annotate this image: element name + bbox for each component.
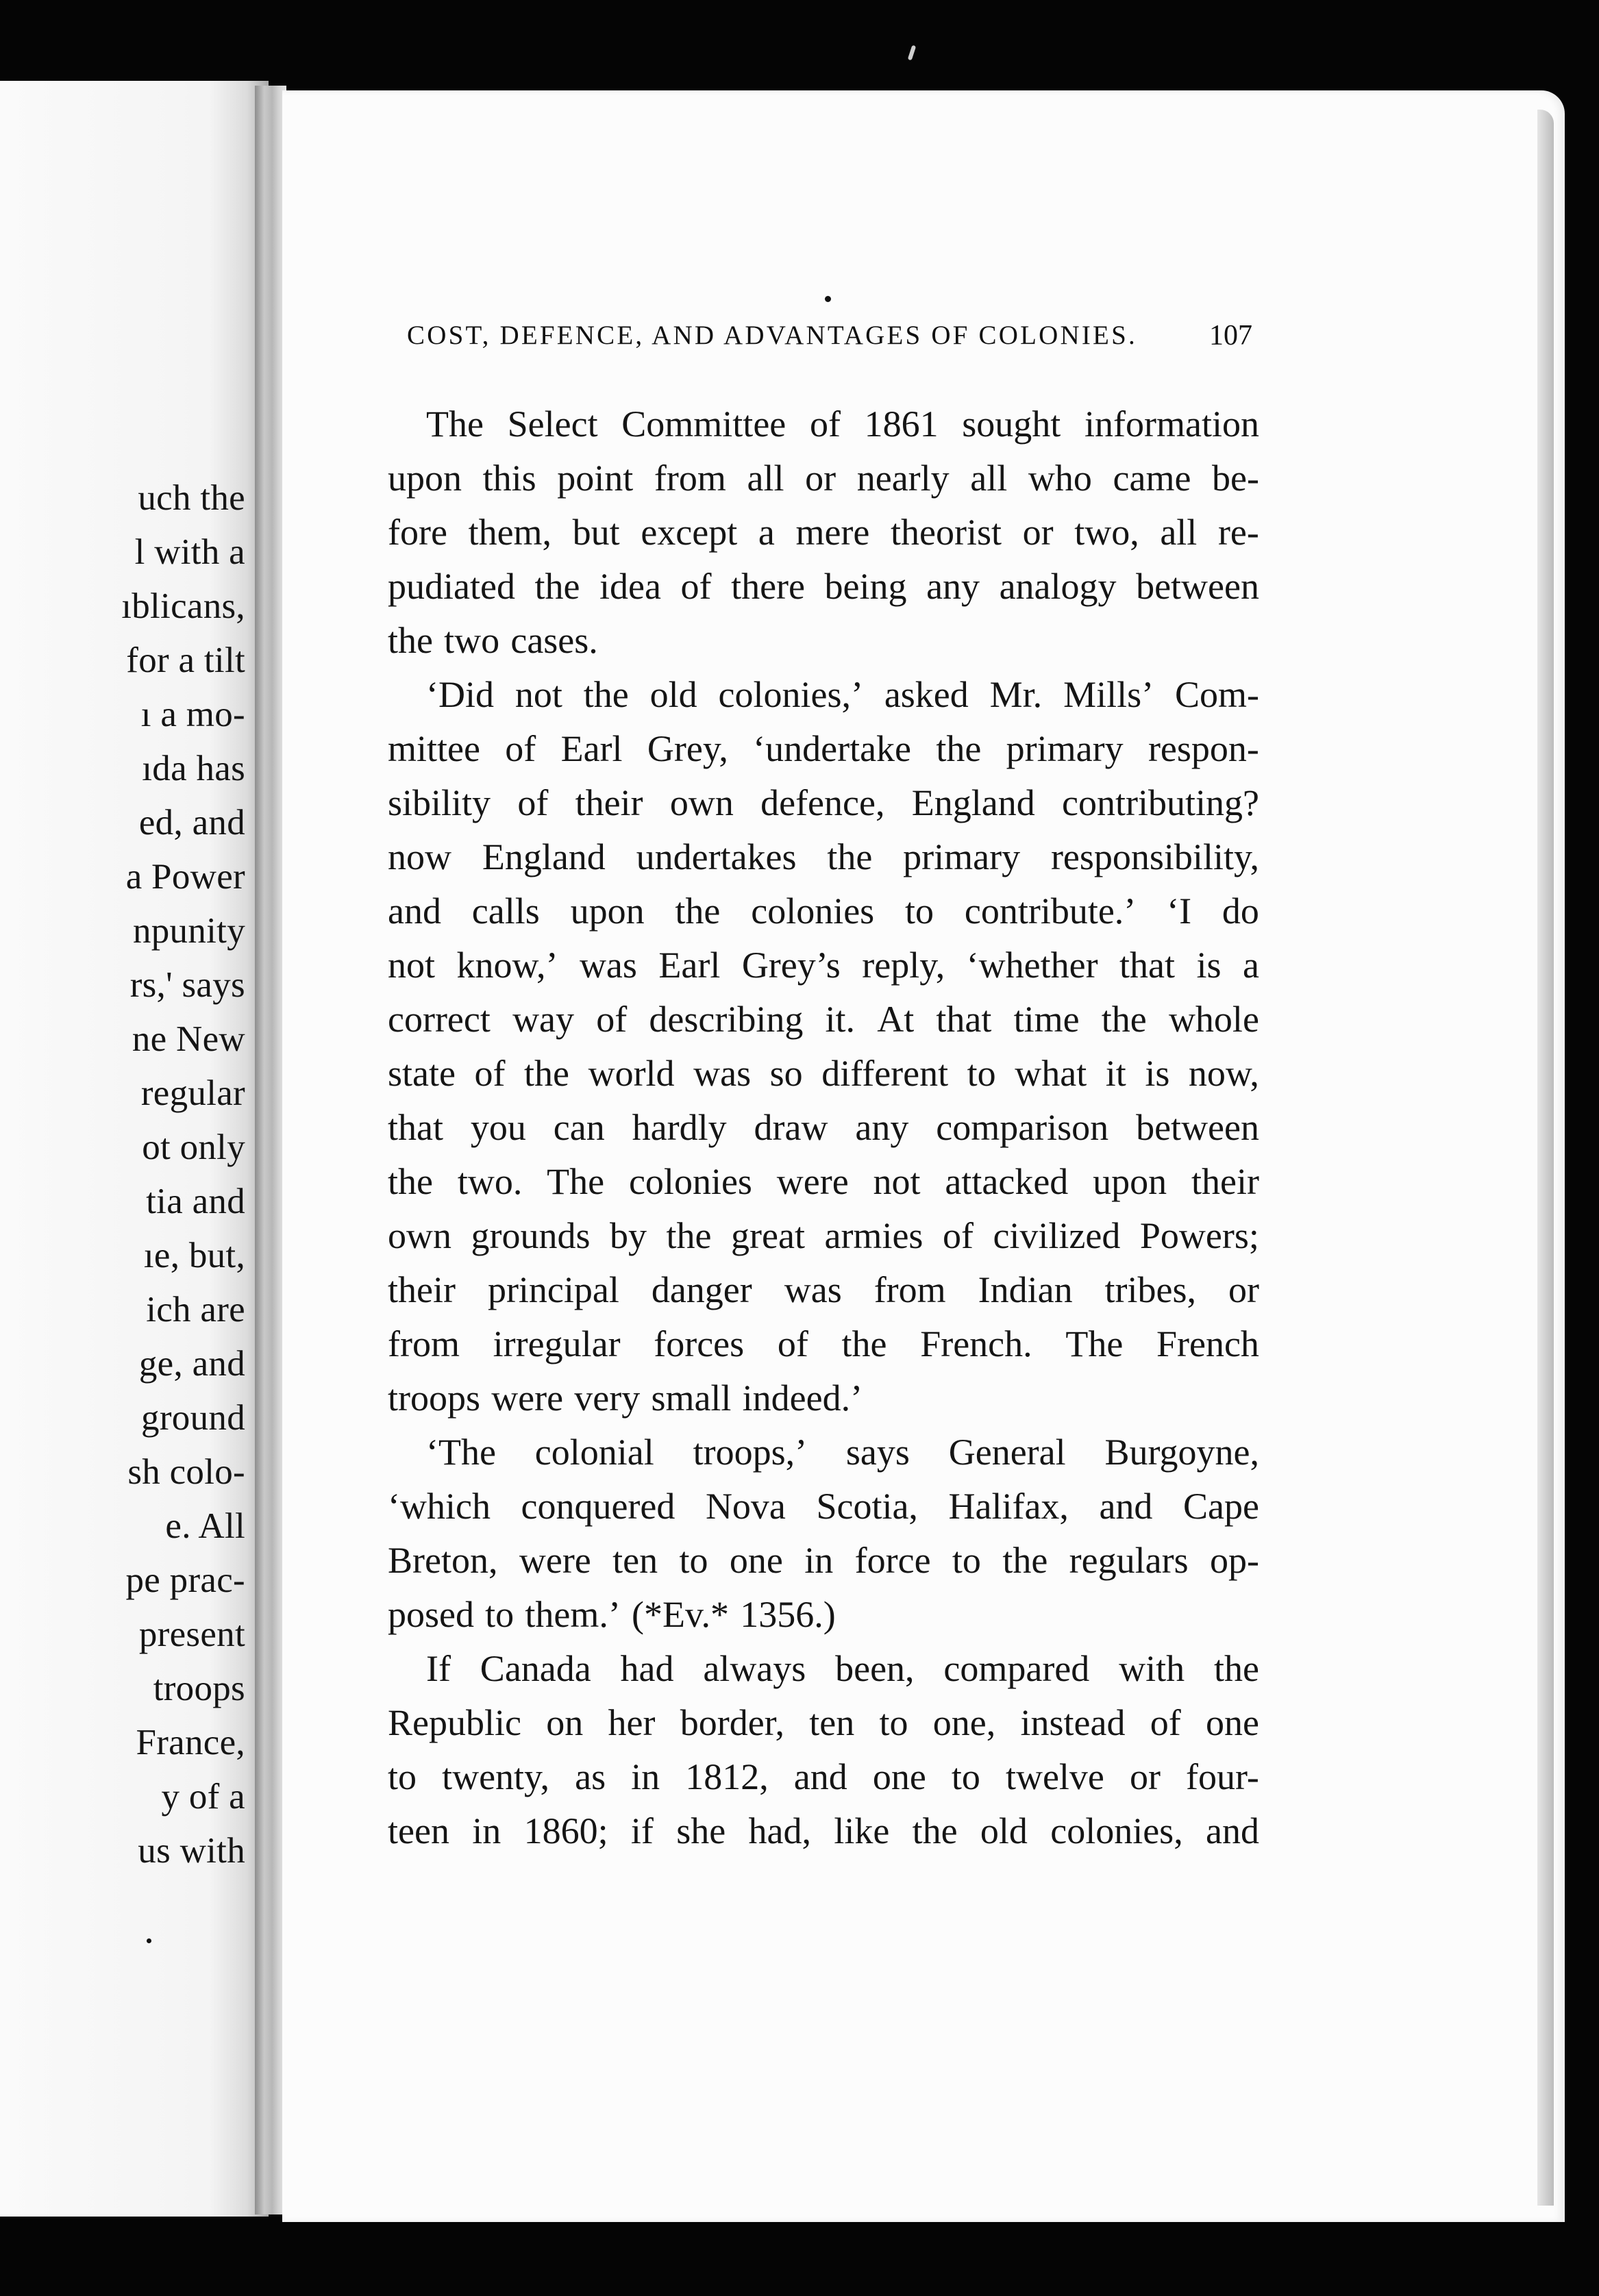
scan-speck — [147, 1938, 151, 1943]
page-number: 107 — [1209, 320, 1252, 351]
word: Scotia, — [816, 1486, 918, 1527]
word: two, — [1074, 512, 1139, 553]
left-page-line: ot only — [142, 1127, 245, 1167]
word: colonies — [628, 1161, 752, 1202]
word: had — [620, 1648, 674, 1689]
word: French. — [920, 1323, 1032, 1364]
left-page-line: us with — [138, 1831, 245, 1871]
word: posed — [388, 1594, 474, 1635]
word: to — [879, 1702, 908, 1743]
word: 1861 — [864, 403, 939, 445]
word: being — [824, 566, 907, 607]
word: forces — [654, 1323, 745, 1364]
word: troops,’ — [693, 1432, 808, 1473]
word: of — [474, 1053, 506, 1094]
text-line — [388, 884, 1259, 938]
word: all — [747, 458, 784, 499]
word: or — [1228, 1269, 1259, 1310]
word: 1860; — [523, 1810, 608, 1851]
word: General — [948, 1432, 1066, 1473]
text-line — [388, 451, 1259, 506]
word: pudiated — [388, 566, 515, 607]
word: and — [1206, 1810, 1259, 1851]
word: one — [729, 1540, 783, 1581]
word: respon- — [1148, 728, 1259, 769]
text-line — [388, 830, 1259, 884]
word: primary — [1006, 728, 1124, 769]
word: one — [1206, 1702, 1259, 1743]
word: this — [482, 458, 536, 499]
word: upon — [1093, 1161, 1167, 1202]
word: old — [649, 674, 697, 715]
text-line — [388, 776, 1259, 830]
word: Nova — [705, 1486, 786, 1527]
word: can — [553, 1107, 605, 1148]
word: troops — [388, 1377, 480, 1419]
word: primary — [903, 836, 1021, 877]
text-line — [388, 1155, 1259, 1209]
word: colonial — [534, 1432, 654, 1473]
word: two — [444, 620, 500, 661]
word: by — [610, 1215, 647, 1256]
word: regulars — [1069, 1540, 1189, 1581]
text-line — [388, 1480, 1259, 1534]
word: colonies, — [1050, 1810, 1183, 1851]
word: England — [911, 782, 1035, 823]
word: Mr. — [989, 674, 1043, 715]
word: re- — [1217, 512, 1259, 553]
word: Grey’s — [741, 945, 841, 986]
word: upon — [388, 458, 462, 499]
word: ‘undertake — [753, 728, 912, 769]
word: force — [854, 1540, 931, 1581]
word: responsibility, — [1050, 836, 1259, 877]
left-page-line: a Power — [125, 857, 245, 897]
word: four- — [1186, 1756, 1259, 1797]
left-page-line: ground — [141, 1398, 245, 1438]
word: you — [470, 1107, 526, 1148]
word: Cape — [1182, 1486, 1259, 1527]
word: conquered — [521, 1486, 675, 1527]
word: that — [388, 1107, 443, 1148]
word: of — [517, 782, 549, 823]
text-line — [388, 1101, 1259, 1155]
left-page-line: for a tilt — [126, 640, 245, 680]
text-line — [388, 1317, 1259, 1371]
word: Canada — [480, 1648, 591, 1689]
text-line — [388, 993, 1259, 1047]
word: to — [952, 1540, 981, 1581]
word: be- — [1212, 458, 1259, 499]
left-facing-page — [0, 81, 269, 2217]
word: different — [821, 1053, 949, 1094]
text-line — [388, 1588, 1259, 1642]
text-line — [388, 1371, 1259, 1425]
word: The — [547, 1161, 605, 1202]
running-head — [407, 315, 1252, 356]
word: in — [472, 1810, 501, 1851]
word: it — [1105, 1053, 1126, 1094]
text-line — [388, 1263, 1259, 1317]
word: comparison — [936, 1107, 1109, 1148]
word: sibility — [388, 782, 491, 823]
word: the — [841, 1323, 887, 1364]
word: the — [936, 728, 982, 769]
text-line — [388, 560, 1259, 614]
word: ten — [612, 1540, 658, 1581]
left-page-line: pe prac- — [125, 1560, 245, 1600]
word: to — [967, 1053, 996, 1094]
word: teen — [388, 1810, 449, 1851]
word: and — [388, 890, 441, 932]
word: undertakes — [636, 836, 797, 877]
word: ‘The — [426, 1432, 496, 1473]
word: not — [873, 1161, 921, 1202]
word: the — [912, 1810, 958, 1851]
left-page-line: ge, and — [138, 1344, 245, 1384]
word: old — [980, 1810, 1028, 1851]
word: whole — [1168, 999, 1259, 1040]
word: know,’ — [456, 945, 558, 986]
left-page-line: ne New — [132, 1019, 245, 1059]
word: danger — [651, 1269, 752, 1310]
word: contribute.’ — [964, 890, 1137, 932]
word: England — [482, 836, 606, 877]
word: mittee — [388, 728, 480, 769]
running-head-title: COST, DEFENCE, AND ADVANTAGES OF COLONIES. — [407, 321, 1137, 350]
word: were — [776, 1161, 849, 1202]
word: attacked — [945, 1161, 1069, 1202]
word: irregular — [493, 1323, 621, 1364]
word: mere — [795, 512, 870, 553]
word: their — [388, 1269, 456, 1310]
word: now — [388, 836, 451, 877]
word: from — [388, 1323, 460, 1364]
word: was — [693, 1053, 752, 1094]
word: or — [1022, 512, 1054, 553]
text-line — [388, 1750, 1259, 1804]
left-page-line: ı a mo- — [140, 695, 245, 734]
word: the — [1213, 1648, 1259, 1689]
word: had, — [748, 1810, 811, 1851]
word: grounds — [471, 1215, 591, 1256]
body-text — [388, 397, 1259, 1858]
text-line — [388, 668, 1259, 722]
word: own — [388, 1215, 451, 1256]
word: that — [1119, 945, 1176, 986]
word: one — [872, 1756, 926, 1797]
word: op- — [1209, 1540, 1259, 1581]
word: were — [519, 1540, 591, 1581]
word: instead — [1020, 1702, 1126, 1743]
word: but — [572, 512, 620, 553]
word: two. — [457, 1161, 523, 1202]
word: the — [1101, 999, 1147, 1040]
word: Grey, — [647, 728, 728, 769]
word: any — [926, 566, 980, 607]
word: their — [1191, 1161, 1259, 1202]
left-page-text — [0, 471, 245, 1878]
word: the — [524, 1053, 570, 1094]
word: as — [575, 1756, 606, 1797]
word: colonies — [751, 890, 875, 932]
word: Com- — [1174, 674, 1259, 715]
word: ‘whether — [966, 945, 1098, 986]
word: sought — [962, 403, 1061, 445]
word: 1356.) — [740, 1594, 836, 1635]
word: great — [731, 1215, 805, 1256]
word: so — [769, 1053, 803, 1094]
word: now, — [1188, 1053, 1259, 1094]
word: Select — [507, 403, 598, 445]
word: was — [579, 945, 637, 986]
word: cases. — [510, 620, 598, 661]
word: tribes, — [1104, 1269, 1197, 1310]
text-line — [388, 1209, 1259, 1263]
left-page-line: troops — [153, 1669, 245, 1708]
left-page-line: ich are — [146, 1290, 245, 1330]
word: the — [388, 620, 433, 661]
word: on — [546, 1702, 584, 1743]
left-page-line: e. All — [165, 1506, 245, 1546]
word: not — [388, 945, 436, 986]
word: to — [388, 1756, 417, 1797]
word: between — [1136, 566, 1259, 607]
text-line — [388, 1642, 1259, 1696]
word: The — [426, 403, 484, 445]
word: of — [942, 1215, 974, 1256]
word: compared — [943, 1648, 1090, 1689]
word: what — [1015, 1053, 1087, 1094]
word: them, — [468, 512, 552, 553]
text-line — [388, 397, 1259, 451]
text-line — [388, 614, 1259, 668]
word: or — [805, 458, 836, 499]
word: them.’ — [525, 1594, 621, 1635]
word: in — [631, 1756, 660, 1797]
word: from — [873, 1269, 946, 1310]
word: a — [758, 512, 775, 553]
word: asked — [884, 674, 969, 715]
word: and — [1099, 1486, 1153, 1527]
word: says — [845, 1432, 910, 1473]
text-line — [388, 1804, 1259, 1858]
left-page-line: npunity — [132, 911, 245, 951]
word: ‘Did — [426, 674, 494, 715]
word: it. — [825, 999, 856, 1040]
word: upon — [570, 890, 645, 932]
word: of — [505, 728, 536, 769]
word: Mills’ — [1063, 674, 1154, 715]
word: twenty, — [442, 1756, 550, 1797]
left-page-line: sh colo- — [127, 1452, 245, 1492]
word: The — [1065, 1323, 1124, 1364]
left-page-line: l with a — [134, 532, 245, 572]
word: their — [575, 782, 643, 823]
word: the — [583, 674, 629, 715]
word: any — [855, 1107, 909, 1148]
left-page-line: rs,' says — [129, 965, 245, 1005]
left-page-line: ıe, but, — [143, 1236, 245, 1275]
word: to — [485, 1594, 515, 1635]
word: world — [588, 1053, 675, 1094]
word: own — [669, 782, 734, 823]
left-page-line: France, — [136, 1723, 245, 1762]
word: French — [1156, 1323, 1259, 1364]
word: of — [1150, 1702, 1181, 1743]
word: 1812, — [685, 1756, 769, 1797]
word: describing — [649, 999, 804, 1040]
word: of — [596, 999, 628, 1040]
word: civilized — [993, 1215, 1121, 1256]
word: ‘I — [1167, 890, 1192, 932]
word: of — [809, 403, 841, 445]
text-line — [388, 938, 1259, 993]
word: Halifax, — [948, 1486, 1069, 1527]
word: At — [877, 999, 915, 1040]
word: if — [630, 1810, 654, 1851]
word: draw — [754, 1107, 828, 1148]
word: her — [608, 1702, 656, 1743]
word: Indian — [978, 1269, 1073, 1310]
word: Burgoyne, — [1104, 1432, 1259, 1473]
word: except — [641, 512, 738, 553]
left-page-line: uch the — [138, 478, 245, 518]
word: one, — [932, 1702, 996, 1743]
word: hardly — [632, 1107, 727, 1148]
word: point — [557, 458, 634, 499]
word: Committee — [621, 403, 786, 445]
word: came — [1113, 458, 1191, 499]
word: that — [936, 999, 992, 1040]
word: of — [777, 1323, 808, 1364]
word: was — [784, 1269, 842, 1310]
word: nearly — [856, 458, 950, 499]
word: she — [676, 1810, 726, 1851]
left-page-line: tia and — [146, 1182, 245, 1221]
word: not — [515, 674, 562, 715]
text-line — [388, 1047, 1259, 1101]
page-edge-shadow — [1537, 110, 1554, 2206]
word: (*Ev.* — [632, 1594, 729, 1635]
word: time — [1013, 999, 1080, 1040]
word: between — [1136, 1107, 1259, 1148]
word: from — [654, 458, 726, 499]
word: fore — [388, 512, 447, 553]
word: Powers; — [1139, 1215, 1259, 1256]
word: Earl — [658, 945, 721, 986]
left-page-line: ıblicans, — [121, 586, 245, 626]
word: ‘which — [388, 1486, 491, 1527]
left-page-line: present — [138, 1614, 245, 1654]
word: of — [680, 566, 712, 607]
scan-speck — [825, 296, 831, 302]
word: way — [512, 999, 575, 1040]
word: who — [1028, 458, 1092, 499]
word: always — [703, 1648, 806, 1689]
word: all — [1160, 512, 1198, 553]
word: information — [1084, 403, 1259, 445]
word: to — [905, 890, 934, 932]
word: the — [1002, 1540, 1048, 1581]
word: theorist — [890, 512, 1002, 553]
word: very — [574, 1377, 641, 1419]
word: contributing? — [1062, 782, 1259, 823]
word: there — [731, 566, 805, 607]
word: and — [793, 1756, 847, 1797]
left-page-line: ıda has — [142, 749, 245, 788]
word: with — [1119, 1648, 1185, 1689]
word: defence, — [760, 782, 885, 823]
word: idea — [599, 566, 661, 607]
word: analogy — [999, 566, 1117, 607]
word: the — [666, 1215, 712, 1256]
word: twelve — [1005, 1756, 1104, 1797]
word: colonies,’ — [718, 674, 863, 715]
word: to — [679, 1540, 708, 1581]
word: armies — [824, 1215, 924, 1256]
word: in — [804, 1540, 834, 1581]
word: the — [534, 566, 580, 607]
text-line — [388, 1534, 1259, 1588]
word: all — [970, 458, 1008, 499]
word: is — [1196, 945, 1222, 986]
left-page-line: regular — [140, 1073, 245, 1113]
word: or — [1129, 1756, 1161, 1797]
word: If — [426, 1648, 451, 1689]
word: do — [1222, 890, 1259, 932]
word: a — [1243, 945, 1259, 986]
word: been, — [835, 1648, 915, 1689]
word: is — [1145, 1053, 1170, 1094]
word: border, — [680, 1702, 784, 1743]
text-line — [388, 1425, 1259, 1480]
word: state — [388, 1053, 456, 1094]
word: correct — [388, 999, 491, 1040]
text-line — [388, 506, 1259, 560]
word: the — [388, 1161, 433, 1202]
word: like — [834, 1810, 890, 1851]
word: principal — [487, 1269, 619, 1310]
text-line — [388, 1696, 1259, 1750]
word: the — [827, 836, 873, 877]
scan-speck — [908, 45, 917, 61]
word: were — [491, 1377, 564, 1419]
word: Earl — [560, 728, 623, 769]
word: indeed.’ — [742, 1377, 863, 1419]
word: Republic — [388, 1702, 521, 1743]
word: to — [951, 1756, 980, 1797]
word: ten — [809, 1702, 855, 1743]
word: calls — [471, 890, 540, 932]
left-page-line: y of a — [161, 1777, 245, 1817]
word: small — [651, 1377, 732, 1419]
word: Breton, — [388, 1540, 498, 1581]
left-page-line: ed, and — [138, 803, 245, 843]
word: reply, — [862, 945, 945, 986]
text-line — [388, 722, 1259, 776]
word: the — [675, 890, 721, 932]
